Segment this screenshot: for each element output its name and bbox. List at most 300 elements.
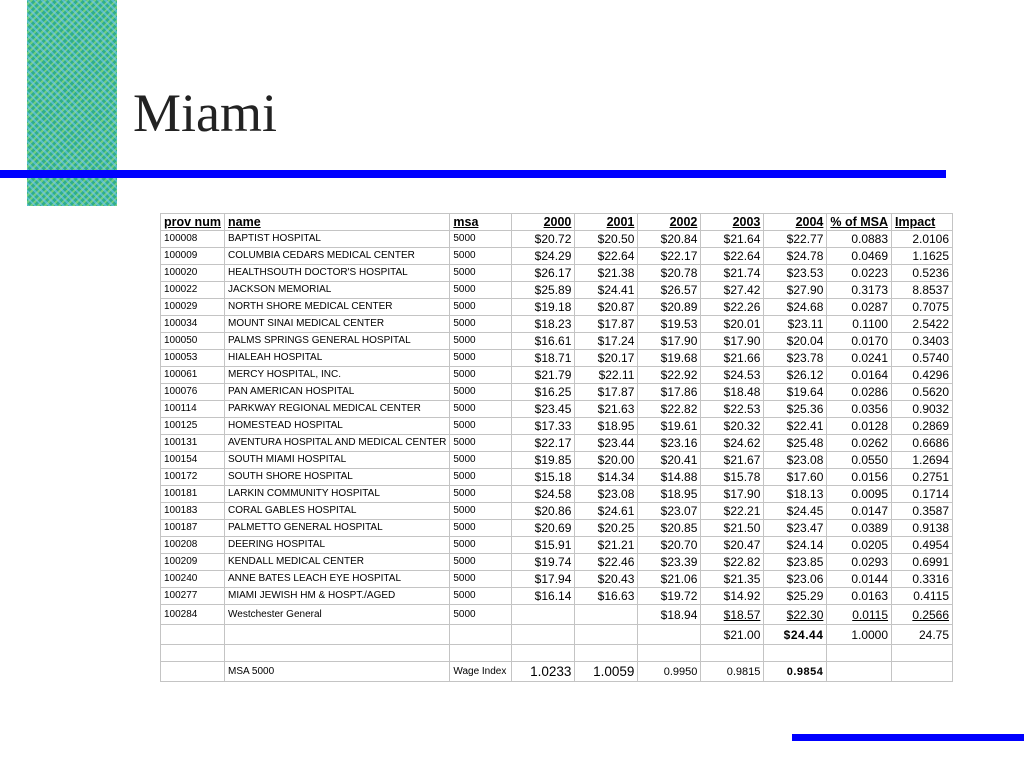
pct-of-msa-cell: 0.0287	[827, 299, 892, 316]
msa-cell: 5000	[450, 537, 512, 554]
hospital-name-cell: AVENTURA HOSPITAL AND MEDICAL CENTER	[225, 435, 450, 452]
header-pct-of-msa: % of MSA	[827, 214, 892, 231]
msa-label: MSA 5000	[225, 662, 450, 682]
hospital-name-cell: COLUMBIA CEDARS MEDICAL CENTER	[225, 248, 450, 265]
table-row	[161, 367, 953, 384]
wage-data-table	[160, 213, 953, 682]
prov-num-cell: 100209	[161, 554, 225, 571]
prov-num-cell: 100022	[161, 282, 225, 299]
msa-cell: 5000	[450, 401, 512, 418]
value-2000-cell: $20.69	[512, 520, 575, 537]
value-2003-cell: $22.26	[701, 299, 764, 316]
table-cell	[575, 625, 638, 645]
value-2004-cell: $23.78	[764, 350, 827, 367]
pct-of-msa-cell: 0.0469	[827, 248, 892, 265]
hospital-name-cell: SOUTH SHORE HOSPITAL	[225, 469, 450, 486]
table-row	[161, 469, 953, 486]
msa-cell: 5000	[450, 299, 512, 316]
table-row	[161, 316, 953, 333]
hospital-name-cell: DEERING HOSPITAL	[225, 537, 450, 554]
table-row	[161, 248, 953, 265]
wage-index-label: Wage Index	[450, 662, 512, 682]
msa-cell: 5000	[450, 554, 512, 571]
value-2000-cell: $17.33	[512, 418, 575, 435]
value-2000-cell: $25.89	[512, 282, 575, 299]
pct-of-msa-cell: 0.0223	[827, 265, 892, 282]
value-2004-cell: $25.36	[764, 401, 827, 418]
prov-num-cell: 100131	[161, 435, 225, 452]
value-2004-cell: $20.04	[764, 333, 827, 350]
impact-cell: 0.6686	[892, 435, 953, 452]
value-2004-cell: $19.64	[764, 384, 827, 401]
impact-cell: 0.1714	[892, 486, 953, 503]
table-row	[161, 452, 953, 469]
value-2002-cell: $20.89	[638, 299, 701, 316]
msa-cell: 5000	[450, 588, 512, 605]
value-2003-cell: $20.47	[701, 537, 764, 554]
value-2004-cell: $24.68	[764, 299, 827, 316]
table-cell	[638, 625, 701, 645]
value-2002-cell: $20.78	[638, 265, 701, 282]
value-2002-cell: $19.68	[638, 350, 701, 367]
impact-cell: 0.3316	[892, 571, 953, 588]
total-pct-of-msa: 1.0000	[827, 625, 892, 645]
value-2000-cell: $22.17	[512, 435, 575, 452]
value-2004-cell: $22.30	[764, 605, 827, 625]
value-2002-cell: $19.61	[638, 418, 701, 435]
value-2000-cell	[512, 605, 575, 625]
table-row	[161, 554, 953, 571]
prov-num-cell: 100053	[161, 350, 225, 367]
value-2000-cell: $16.14	[512, 588, 575, 605]
value-2000-cell: $19.74	[512, 554, 575, 571]
impact-cell: 0.6991	[892, 554, 953, 571]
value-2000-cell: $16.25	[512, 384, 575, 401]
table-cell	[225, 625, 450, 645]
value-2001-cell: $20.17	[575, 350, 638, 367]
impact-cell: 8.8537	[892, 282, 953, 299]
table-row	[161, 588, 953, 605]
value-2002-cell: $20.85	[638, 520, 701, 537]
pct-of-msa-cell: 0.0164	[827, 367, 892, 384]
pct-of-msa-cell: 0.0883	[827, 231, 892, 248]
msa-cell: 5000	[450, 265, 512, 282]
value-2000-cell: $16.61	[512, 333, 575, 350]
prov-num-cell: 100277	[161, 588, 225, 605]
total-impact: 24.75	[892, 625, 953, 645]
table-row	[161, 333, 953, 350]
value-2003-cell: $15.78	[701, 469, 764, 486]
value-2003-cell: $27.42	[701, 282, 764, 299]
hospital-name-cell: BAPTIST HOSPITAL	[225, 231, 450, 248]
table-row	[161, 401, 953, 418]
pct-of-msa-cell: 0.0156	[827, 469, 892, 486]
hospital-name-cell: PAN AMERICAN HOSPITAL	[225, 384, 450, 401]
value-2002-cell: $17.90	[638, 333, 701, 350]
value-2003-cell: $22.64	[701, 248, 764, 265]
header-row	[161, 214, 953, 231]
table-cell	[450, 645, 512, 662]
table-row	[161, 299, 953, 316]
table-cell	[161, 645, 225, 662]
value-2002-cell: $17.86	[638, 384, 701, 401]
table-cell	[827, 645, 892, 662]
value-2004-cell: $23.08	[764, 452, 827, 469]
msa-cell: 5000	[450, 469, 512, 486]
wage-index-2002: 0.9950	[638, 662, 701, 682]
hospital-name-cell: PALMS SPRINGS GENERAL HOSPITAL	[225, 333, 450, 350]
accent-bar-top	[0, 170, 946, 178]
value-2003-cell: $22.82	[701, 554, 764, 571]
msa-cell: 5000	[450, 231, 512, 248]
value-2002-cell: $22.82	[638, 401, 701, 418]
value-2001-cell: $24.41	[575, 282, 638, 299]
impact-cell: 0.3587	[892, 503, 953, 520]
msa-cell: 5000	[450, 333, 512, 350]
impact-cell: 0.9032	[892, 401, 953, 418]
value-2003-cell: $20.01	[701, 316, 764, 333]
value-2000-cell: $15.18	[512, 469, 575, 486]
value-2001-cell: $20.00	[575, 452, 638, 469]
impact-cell: 0.2869	[892, 418, 953, 435]
value-2002-cell: $19.53	[638, 316, 701, 333]
value-2001-cell: $21.38	[575, 265, 638, 282]
impact-cell: 0.3403	[892, 333, 953, 350]
value-2004-cell: $23.11	[764, 316, 827, 333]
value-2002-cell: $21.06	[638, 571, 701, 588]
msa-cell: 5000	[450, 486, 512, 503]
value-2001-cell: $20.25	[575, 520, 638, 537]
table-cell	[701, 645, 764, 662]
value-2002-cell: $20.41	[638, 452, 701, 469]
value-2001-cell	[575, 605, 638, 625]
msa-cell: 5000	[450, 503, 512, 520]
impact-cell: 1.1625	[892, 248, 953, 265]
pct-of-msa-cell: 0.0144	[827, 571, 892, 588]
impact-cell: 0.2751	[892, 469, 953, 486]
value-2000-cell: $24.29	[512, 248, 575, 265]
value-2001-cell: $22.64	[575, 248, 638, 265]
value-2003-cell: $21.50	[701, 520, 764, 537]
value-2003-cell: $22.53	[701, 401, 764, 418]
impact-cell: 0.4115	[892, 588, 953, 605]
table-row	[161, 350, 953, 367]
msa-cell: 5000	[450, 418, 512, 435]
wage-index-row	[161, 662, 953, 682]
table-row	[161, 605, 953, 625]
value-2001-cell: $18.95	[575, 418, 638, 435]
value-2000-cell: $23.45	[512, 401, 575, 418]
table-cell	[892, 645, 953, 662]
prov-num-cell: 100154	[161, 452, 225, 469]
wage-index-2003: 0.9815	[701, 662, 764, 682]
value-2003-cell: $21.67	[701, 452, 764, 469]
hospital-name-cell: KENDALL MEDICAL CENTER	[225, 554, 450, 571]
header-impact: Impact	[892, 214, 953, 231]
header-2004: 2004	[764, 214, 827, 231]
wage-index-2004: 0.9854	[764, 662, 827, 682]
impact-cell: 0.5236	[892, 265, 953, 282]
value-2002-cell: $22.92	[638, 367, 701, 384]
hospital-name-cell: MERCY HOSPITAL, INC.	[225, 367, 450, 384]
hospital-name-cell: NORTH SHORE MEDICAL CENTER	[225, 299, 450, 316]
value-2001-cell: $20.43	[575, 571, 638, 588]
prov-num-cell: 100284	[161, 605, 225, 625]
prov-num-cell: 100009	[161, 248, 225, 265]
pct-of-msa-cell: 0.3173	[827, 282, 892, 299]
header-msa: msa	[450, 214, 512, 231]
impact-cell: 2.5422	[892, 316, 953, 333]
value-2002-cell: $18.95	[638, 486, 701, 503]
impact-cell: 0.7075	[892, 299, 953, 316]
value-2004-cell: $23.06	[764, 571, 827, 588]
prov-num-cell: 100208	[161, 537, 225, 554]
value-2004-cell: $22.77	[764, 231, 827, 248]
msa-cell: 5000	[450, 248, 512, 265]
msa-cell: 5000	[450, 571, 512, 588]
hospital-name-cell: MIAMI JEWISH HM & HOSPT./AGED	[225, 588, 450, 605]
value-2002-cell: $23.39	[638, 554, 701, 571]
msa-cell: 5000	[450, 316, 512, 333]
hospital-name-cell: HOMESTEAD HOSPITAL	[225, 418, 450, 435]
hospital-name-cell: SOUTH MIAMI HOSPITAL	[225, 452, 450, 469]
value-2004-cell: $25.48	[764, 435, 827, 452]
value-2001-cell: $20.87	[575, 299, 638, 316]
msa-cell: 5000	[450, 350, 512, 367]
pct-of-msa-cell: 0.0389	[827, 520, 892, 537]
value-2003-cell: $24.53	[701, 367, 764, 384]
header-2001: 2001	[575, 214, 638, 231]
total-2004: $24.44	[764, 625, 827, 645]
value-2004-cell: $18.13	[764, 486, 827, 503]
pct-of-msa-cell: 0.0163	[827, 588, 892, 605]
value-2001-cell: $21.63	[575, 401, 638, 418]
value-2001-cell: $17.87	[575, 316, 638, 333]
wage-index-2000: 1.0233	[512, 662, 575, 682]
value-2003-cell: $22.21	[701, 503, 764, 520]
value-2000-cell: $19.18	[512, 299, 575, 316]
pct-of-msa-cell: 0.0550	[827, 452, 892, 469]
value-2001-cell: $23.44	[575, 435, 638, 452]
table-row	[161, 486, 953, 503]
value-2004-cell: $22.41	[764, 418, 827, 435]
value-2004-cell: $23.53	[764, 265, 827, 282]
value-2003-cell: $21.35	[701, 571, 764, 588]
value-2004-cell: $25.29	[764, 588, 827, 605]
prov-num-cell: 100020	[161, 265, 225, 282]
table-row	[161, 571, 953, 588]
value-2002-cell: $20.70	[638, 537, 701, 554]
prov-num-cell: 100029	[161, 299, 225, 316]
msa-cell: 5000	[450, 282, 512, 299]
msa-cell: 5000	[450, 367, 512, 384]
hospital-name-cell: JACKSON MEMORIAL	[225, 282, 450, 299]
impact-cell: 0.9138	[892, 520, 953, 537]
value-2001-cell: $16.63	[575, 588, 638, 605]
value-2000-cell: $20.72	[512, 231, 575, 248]
value-2003-cell: $24.62	[701, 435, 764, 452]
value-2002-cell: $14.88	[638, 469, 701, 486]
value-2003-cell: $17.90	[701, 333, 764, 350]
totals-row	[161, 625, 953, 645]
value-2004-cell: $27.90	[764, 282, 827, 299]
prov-num-cell: 100181	[161, 486, 225, 503]
table-cell	[892, 662, 953, 682]
value-2003-cell: $20.32	[701, 418, 764, 435]
table-cell	[450, 625, 512, 645]
value-2000-cell: $26.17	[512, 265, 575, 282]
total-2003: $21.00	[701, 625, 764, 645]
table-cell	[764, 645, 827, 662]
value-2003-cell: $14.92	[701, 588, 764, 605]
table-row	[161, 231, 953, 248]
impact-cell: 0.4954	[892, 537, 953, 554]
prov-num-cell: 100183	[161, 503, 225, 520]
value-2001-cell: $21.21	[575, 537, 638, 554]
prov-num-cell: 100050	[161, 333, 225, 350]
hospital-name-cell: HIALEAH HOSPITAL	[225, 350, 450, 367]
value-2002-cell: $18.94	[638, 605, 701, 625]
table-row	[161, 503, 953, 520]
value-2002-cell: $22.17	[638, 248, 701, 265]
blank-row	[161, 645, 953, 662]
prov-num-cell: 100076	[161, 384, 225, 401]
table-row	[161, 282, 953, 299]
table-row	[161, 435, 953, 452]
header-2000: 2000	[512, 214, 575, 231]
prov-num-cell: 100061	[161, 367, 225, 384]
prov-num-cell: 100187	[161, 520, 225, 537]
value-2000-cell: $18.71	[512, 350, 575, 367]
msa-cell: 5000	[450, 435, 512, 452]
impact-cell: 0.5620	[892, 384, 953, 401]
table-cell	[161, 662, 225, 682]
value-2004-cell: $17.60	[764, 469, 827, 486]
prov-num-cell: 100125	[161, 418, 225, 435]
wage-index-2001: 1.0059	[575, 662, 638, 682]
value-2002-cell: $26.57	[638, 282, 701, 299]
value-2002-cell: $23.07	[638, 503, 701, 520]
pct-of-msa-cell: 0.0241	[827, 350, 892, 367]
accent-bar-bottom	[792, 734, 1024, 741]
impact-cell: 0.4296	[892, 367, 953, 384]
hospital-name-cell: ANNE BATES LEACH EYE HOSPITAL	[225, 571, 450, 588]
value-2001-cell: $14.34	[575, 469, 638, 486]
prov-num-cell: 100114	[161, 401, 225, 418]
value-2002-cell: $19.72	[638, 588, 701, 605]
prov-num-cell: 100172	[161, 469, 225, 486]
table-cell	[512, 645, 575, 662]
value-2003-cell: $21.74	[701, 265, 764, 282]
value-2000-cell: $21.79	[512, 367, 575, 384]
hospital-name-cell: PALMETTO GENERAL HOSPITAL	[225, 520, 450, 537]
table-row	[161, 265, 953, 282]
pct-of-msa-cell: 0.1100	[827, 316, 892, 333]
pct-of-msa-cell: 0.0286	[827, 384, 892, 401]
pct-of-msa-cell: 0.0262	[827, 435, 892, 452]
msa-cell: 5000	[450, 452, 512, 469]
table-row	[161, 418, 953, 435]
prov-num-cell: 100034	[161, 316, 225, 333]
value-2001-cell: $17.87	[575, 384, 638, 401]
value-2000-cell: $18.23	[512, 316, 575, 333]
table-cell	[225, 645, 450, 662]
value-2003-cell: $21.66	[701, 350, 764, 367]
value-2000-cell: $15.91	[512, 537, 575, 554]
table-cell	[638, 645, 701, 662]
pct-of-msa-cell: 0.0170	[827, 333, 892, 350]
header-2002: 2002	[638, 214, 701, 231]
value-2000-cell: $20.86	[512, 503, 575, 520]
pct-of-msa-cell: 0.0293	[827, 554, 892, 571]
hospital-name-cell: Westchester General	[225, 605, 450, 625]
value-2004-cell: $23.47	[764, 520, 827, 537]
impact-cell: 1.2694	[892, 452, 953, 469]
impact-cell: 0.2566	[892, 605, 953, 625]
header-name: name	[225, 214, 450, 231]
value-2002-cell: $20.84	[638, 231, 701, 248]
table-row	[161, 537, 953, 554]
value-2001-cell: $23.08	[575, 486, 638, 503]
value-2001-cell: $22.11	[575, 367, 638, 384]
pct-of-msa-cell: 0.0128	[827, 418, 892, 435]
hospital-name-cell: CORAL GABLES HOSPITAL	[225, 503, 450, 520]
value-2003-cell: $17.90	[701, 486, 764, 503]
impact-cell: 2.0106	[892, 231, 953, 248]
table-cell	[827, 662, 892, 682]
msa-cell: 5000	[450, 384, 512, 401]
slide-title: Miami	[133, 83, 277, 143]
value-2003-cell: $18.48	[701, 384, 764, 401]
pct-of-msa-cell: 0.0205	[827, 537, 892, 554]
value-2004-cell: $23.85	[764, 554, 827, 571]
value-2003-cell: $18.57	[701, 605, 764, 625]
table-body	[161, 231, 953, 682]
value-2004-cell: $26.12	[764, 367, 827, 384]
pct-of-msa-cell: 0.0115	[827, 605, 892, 625]
prov-num-cell: 100008	[161, 231, 225, 248]
hospital-name-cell: HEALTHSOUTH DOCTOR'S HOSPITAL	[225, 265, 450, 282]
pct-of-msa-cell: 0.0356	[827, 401, 892, 418]
table-cell	[161, 625, 225, 645]
value-2000-cell: $24.58	[512, 486, 575, 503]
msa-cell: 5000	[450, 520, 512, 537]
pct-of-msa-cell: 0.0095	[827, 486, 892, 503]
header-2003: 2003	[701, 214, 764, 231]
value-2000-cell: $19.85	[512, 452, 575, 469]
impact-cell: 0.5740	[892, 350, 953, 367]
value-2001-cell: $20.50	[575, 231, 638, 248]
hospital-name-cell: MOUNT SINAI MEDICAL CENTER	[225, 316, 450, 333]
value-2001-cell: $24.61	[575, 503, 638, 520]
value-2004-cell: $24.14	[764, 537, 827, 554]
value-2004-cell: $24.45	[764, 503, 827, 520]
table-row	[161, 384, 953, 401]
msa-cell: 5000	[450, 605, 512, 625]
header-prov-num: prov num	[161, 214, 225, 231]
value-2000-cell: $17.94	[512, 571, 575, 588]
pct-of-msa-cell: 0.0147	[827, 503, 892, 520]
value-2004-cell: $24.78	[764, 248, 827, 265]
table-cell	[575, 645, 638, 662]
table-row	[161, 520, 953, 537]
hospital-name-cell: LARKIN COMMUNITY HOSPITAL	[225, 486, 450, 503]
hospital-name-cell: PARKWAY REGIONAL MEDICAL CENTER	[225, 401, 450, 418]
table-cell	[512, 625, 575, 645]
value-2002-cell: $23.16	[638, 435, 701, 452]
value-2001-cell: $17.24	[575, 333, 638, 350]
prov-num-cell: 100240	[161, 571, 225, 588]
